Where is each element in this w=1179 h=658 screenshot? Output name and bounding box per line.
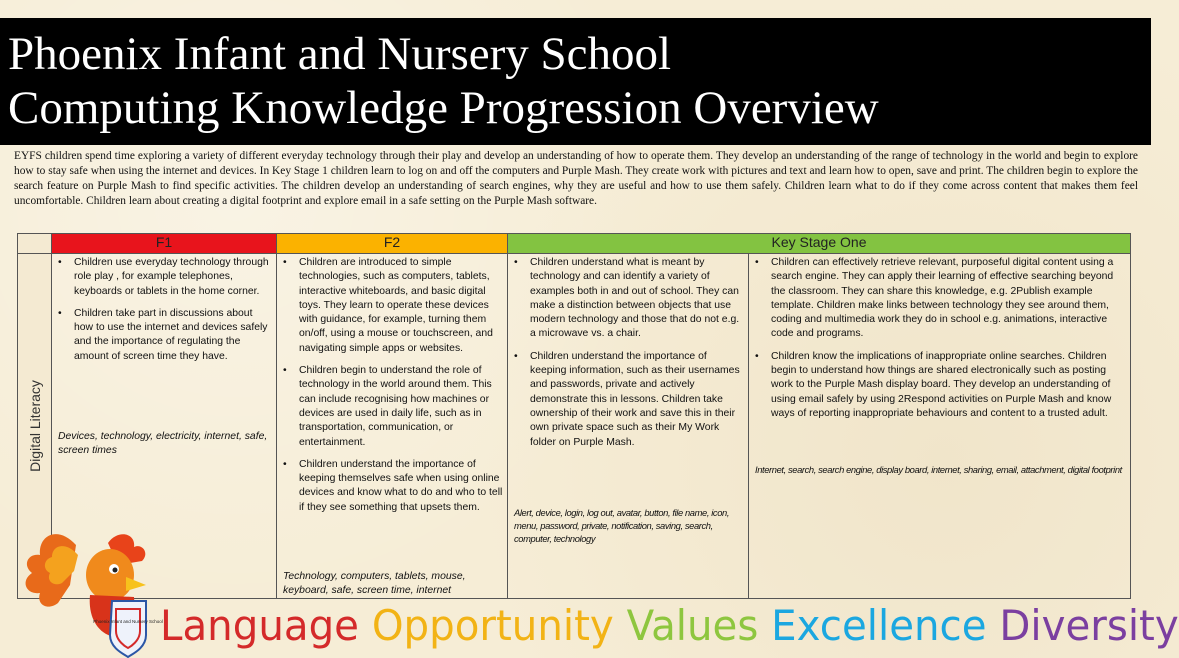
ks1-cell-a [508, 254, 749, 599]
header-f1: F1 [52, 234, 277, 254]
digital-literacy-row [18, 254, 1131, 599]
ks1a-vocabulary: Alert, device, login, log out, avatar, button, file name, icon, menu, password, private, notification, saving, search, computer, technology [514, 507, 730, 544]
ks1-cell-b [749, 254, 1131, 599]
value-diversity [999, 601, 1178, 650]
f2-bullet: • Children begin to understand the role of technology in the world around them. This can include recognising how machines or devices are used in daily life, such as in transportation, communication, or entertainment. [299, 364, 503, 450]
value-initial: V [626, 601, 652, 650]
value-initial: E [771, 601, 797, 650]
value-rest: alues [651, 601, 759, 650]
f1-bullet: • Children take part in discussions about how to use the internet and devices safely and the importance of regulating the amount of screen time they have. [74, 307, 272, 364]
ks1b-bullet: • Children know the implications of inappropriate online searches. Children begin to understand how things are shared electronically such as posting work to the Purple Mash display board. They develop an understanding of using email safely by using 2Respond activities on Purple Mash and know ways of reporting inappropriate behaviours and content to a trusted adult. [771, 350, 1126, 421]
ks1b-bullet: • Children can effectively retrieve relevant, purposeful digital content using a search engine. They can apply their learning of effective searching beyond the classroom. They can share this knowledge, e.g. 2Publish example template. Children make links between technology they see around them, coding and multimedia work they do in school e.g. animations, interactive code and programs. [771, 256, 1126, 342]
f1-vocabulary: Devices, technology, electricity, internet, safe, screen times [58, 431, 268, 457]
header-row [18, 234, 1131, 254]
value-rest: anguage [182, 601, 359, 650]
f2-cell [277, 254, 508, 599]
ks1a-bullet: • Children understand what is meant by technology and can identify a variety of examples both in and out of school. They can make a distinction between objects that use modern technology and those that do not e.g. a microwave vs. a chair. [530, 256, 744, 342]
page-title: Computing Knowledge Progression Overview [8, 82, 879, 134]
header-key-stage-one: Key Stage One [508, 234, 1131, 254]
value-rest: pportunity [403, 601, 614, 650]
intro-paragraph: EYFS children spend time exploring a variety of different everyday technology through their play and develop an understanding of how to operate them. They develop an understanding of the range of technology in the world and begin to explore how to stay safe when using the internet and devices. In Key Stage 1 children learn to log on and off the computers and Purple Mash. They create work with pictures and text and learn how to open, save and print. The children begin to explore the search feature on Purple Mash to find specific activities. The children develop an understanding of search engines, why they are useful and how to use them safely. Children learn what to do if they come across content that makes them feel uncomfortable. Children learn about creating a digital footprint and explore email in a safe setting on the Purple Mash software. [14, 150, 1138, 207]
ks1a-bullet: • Children understand the importance of keeping information, such as their usernames and passwords, private and actively demonstrate this in lessons. Children take ownership of their work and save this in their own private space such as their My Work folder on Purple Mash. [530, 350, 744, 450]
f2-bullet: • Children understand the importance of keeping themselves safe when using online devices and know what to do and who to tell if they see something that upsets them. [299, 458, 503, 515]
school-values-banner [160, 598, 1179, 654]
school-name: Phoenix Infant and Nursery School [8, 28, 672, 80]
row-label: Digital Literacy [26, 380, 43, 472]
f1-bullet: • Children use everyday technology through role play , for example telephones, keyboards or tablets in the home corner. [74, 256, 272, 299]
phoenix-mascot-icon [18, 525, 168, 658]
value-initial: D [999, 601, 1031, 650]
corner-cell [18, 234, 52, 254]
header-f2: F2 [277, 234, 508, 254]
value-rest: iversity [1030, 601, 1179, 650]
value-language [160, 601, 359, 650]
progression-table [17, 233, 1131, 599]
ks1b-vocabulary: Internet, search, search engine, display board, internet, sharing, email, attachment, digital footprint [755, 464, 1122, 475]
value-opportunity [372, 601, 614, 650]
value-values [627, 601, 759, 650]
title-banner [0, 18, 1151, 145]
value-excellence [771, 601, 986, 650]
f2-bullet: • Children are introduced to simple technologies, such as computers, tablets, interactive whiteboards, and basic digital toys. They learn to operate these devices with guidance, for example, turning them on/off, using a mouse or touchscreen, and navigating simple apps or websites. [299, 256, 503, 356]
value-initial: L [160, 601, 183, 650]
crest-text: Phoenix Infant and Nursery School [93, 619, 163, 624]
f2-vocabulary: Technology, computers, tablets, mouse, keyboard, safe, screen time, internet [283, 571, 466, 597]
value-initial: O [371, 601, 404, 650]
value-rest: xcellence [796, 601, 987, 650]
